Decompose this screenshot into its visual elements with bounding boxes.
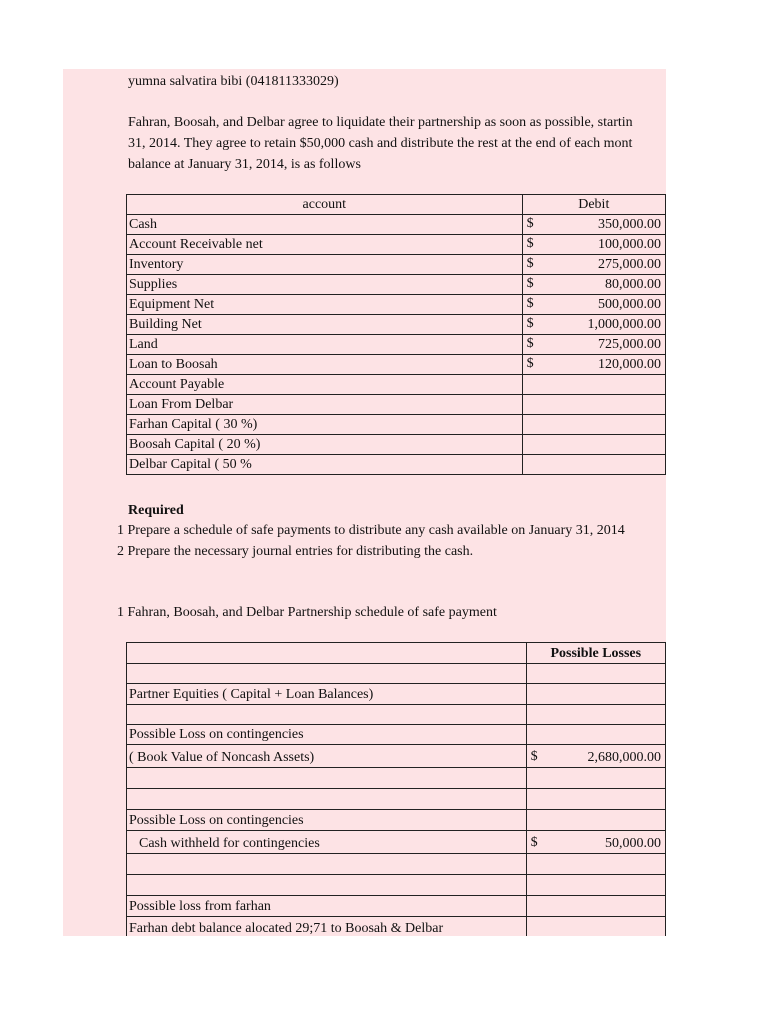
currency-symbol: $ (526, 276, 534, 291)
currency-symbol: $ (530, 749, 538, 764)
header-debit: Debit (522, 195, 665, 215)
debit-cell[interactable] (522, 455, 665, 475)
table-row[interactable] (127, 455, 666, 475)
table-row[interactable] (127, 275, 666, 295)
table-row[interactable] (127, 335, 666, 355)
debit-amount: 100,000.00 (598, 237, 661, 252)
loss-cell[interactable] (526, 810, 665, 831)
loss-cell[interactable] (526, 664, 665, 684)
table-row[interactable] (127, 810, 666, 831)
table-row[interactable] (127, 705, 666, 725)
account-cell[interactable]: Boosah Capital ( 20 %) (127, 435, 523, 455)
account-cell[interactable]: Cash (127, 215, 523, 235)
label-cell[interactable]: Possible Loss on contingencies (127, 725, 527, 745)
debit-amount: 500,000.00 (598, 297, 661, 312)
debit-amount: 1,000,000.00 (587, 317, 661, 332)
debit-cell[interactable] (522, 215, 665, 235)
debit-cell[interactable] (522, 295, 665, 315)
table-row[interactable] (127, 355, 666, 375)
debit-cell[interactable] (522, 255, 665, 275)
debit-amount: 80,000.00 (605, 277, 661, 292)
label-cell[interactable]: Cash withheld for contingencies (127, 831, 527, 854)
label-cell[interactable]: Possible Loss on contingencies (127, 810, 527, 831)
currency-symbol: $ (530, 835, 538, 850)
table-row[interactable] (127, 255, 666, 275)
debit-cell[interactable] (522, 355, 665, 375)
debit-cell[interactable] (522, 275, 665, 295)
account-cell[interactable]: Account Payable (127, 375, 523, 395)
author-line: yumna salvatira bibi (041811333029) (128, 74, 339, 89)
loss-cell[interactable] (526, 684, 665, 705)
account-cell[interactable]: Inventory (127, 255, 523, 275)
loss-amount: 50,000.00 (605, 836, 661, 851)
label-cell[interactable]: ( Book Value of Noncash Assets) (127, 745, 527, 768)
table-row[interactable] (127, 315, 666, 335)
label-cell[interactable]: Possible loss from farhan (127, 896, 527, 917)
header-account: account (127, 195, 523, 215)
table-row[interactable] (127, 684, 666, 705)
intro-line-3: balance at January 31, 2014, is as follows (128, 157, 361, 172)
debit-cell[interactable] (522, 415, 665, 435)
table-row[interactable] (127, 789, 666, 810)
account-cell[interactable]: Land (127, 335, 523, 355)
debit-cell[interactable] (522, 315, 665, 335)
table-row[interactable] (127, 875, 666, 896)
account-cell[interactable]: Account Receivable net (127, 235, 523, 255)
table-row[interactable] (127, 415, 666, 435)
loss-cell[interactable] (526, 789, 665, 810)
debit-cell[interactable] (522, 375, 665, 395)
label-cell[interactable] (127, 854, 527, 875)
schedule-title: 1 Fahran, Boosah, and Delbar Partnership schedule of safe payment (117, 605, 497, 620)
loss-cell[interactable] (526, 725, 665, 745)
loss-cell[interactable] (526, 896, 665, 917)
table-row[interactable] (127, 395, 666, 415)
debit-amount: 350,000.00 (598, 217, 661, 232)
header-blank-cell (127, 643, 527, 664)
label-cell[interactable] (127, 705, 527, 725)
account-cell[interactable]: Loan From Delbar (127, 395, 523, 415)
loss-cell[interactable] (526, 854, 665, 875)
currency-symbol: $ (526, 216, 534, 231)
spreadsheet-page (63, 69, 666, 936)
currency-symbol: $ (526, 336, 534, 351)
debit-cell[interactable] (522, 335, 665, 355)
loss-amount: 2,680,000.00 (587, 750, 661, 765)
safe-payment-schedule-table (126, 642, 666, 936)
loss-cell[interactable] (526, 831, 665, 854)
required-item-1: 1 Prepare a schedule of safe payments to distribute any cash available on January 31, 2014 (117, 523, 625, 538)
account-cell[interactable]: Supplies (127, 275, 523, 295)
table-row[interactable] (127, 435, 666, 455)
table-row[interactable] (127, 295, 666, 315)
label-cell[interactable] (127, 768, 527, 789)
loss-cell[interactable] (526, 768, 665, 789)
table-row[interactable] (127, 768, 666, 789)
loss-cell[interactable] (526, 917, 665, 937)
intro-line-2: 31, 2014. They agree to retain $50,000 cash and distribute the rest at the end of each mont (128, 136, 633, 151)
balance-table (126, 194, 666, 475)
header-possible-losses: Possible Losses (526, 643, 665, 664)
account-cell[interactable]: Loan to Boosah (127, 355, 523, 375)
table-row[interactable] (127, 831, 666, 854)
table-header-row (127, 195, 666, 215)
debit-cell[interactable] (522, 235, 665, 255)
table-row[interactable] (127, 235, 666, 255)
loss-cell[interactable] (526, 875, 665, 896)
table-row[interactable] (127, 664, 666, 684)
intro-line-1: Fahran, Boosah, and Delbar agree to liquidate their partnership as soon as possible, startin (128, 115, 633, 130)
debit-amount: 120,000.00 (598, 357, 661, 372)
label-cell[interactable] (127, 789, 527, 810)
required-item-2: 2 Prepare the necessary journal entries for distributing the cash. (117, 544, 474, 559)
label-cell[interactable]: Partner Equities ( Capital + Loan Balances) (127, 684, 527, 705)
table-row[interactable] (127, 745, 666, 768)
loss-cell[interactable] (526, 705, 665, 725)
account-cell[interactable]: Building Net (127, 315, 523, 335)
account-cell[interactable]: Farhan Capital ( 30 %) (127, 415, 523, 435)
debit-amount: 725,000.00 (598, 337, 661, 352)
debit-cell[interactable] (522, 395, 665, 415)
currency-symbol: $ (526, 316, 534, 331)
account-cell[interactable]: Equipment Net (127, 295, 523, 315)
currency-symbol: $ (526, 356, 534, 371)
currency-symbol: $ (526, 256, 534, 271)
table-row[interactable] (127, 375, 666, 395)
loss-cell[interactable] (526, 745, 665, 768)
table-row[interactable] (127, 215, 666, 235)
debit-cell[interactable] (522, 435, 665, 455)
required-title: Required (128, 503, 184, 518)
currency-symbol: $ (526, 236, 534, 251)
table-row[interactable] (127, 896, 666, 917)
account-cell[interactable]: Delbar Capital ( 50 % (127, 455, 523, 475)
label-cell[interactable] (127, 664, 527, 684)
table-row[interactable] (127, 917, 666, 937)
table-header-row (127, 643, 666, 664)
table-row[interactable] (127, 854, 666, 875)
label-cell[interactable] (127, 875, 527, 896)
table-row[interactable] (127, 725, 666, 745)
label-cell[interactable]: Farhan debt balance alocated 29;71 to Boosah & Delbar (127, 917, 527, 937)
debit-amount: 275,000.00 (598, 257, 661, 272)
currency-symbol: $ (526, 296, 534, 311)
